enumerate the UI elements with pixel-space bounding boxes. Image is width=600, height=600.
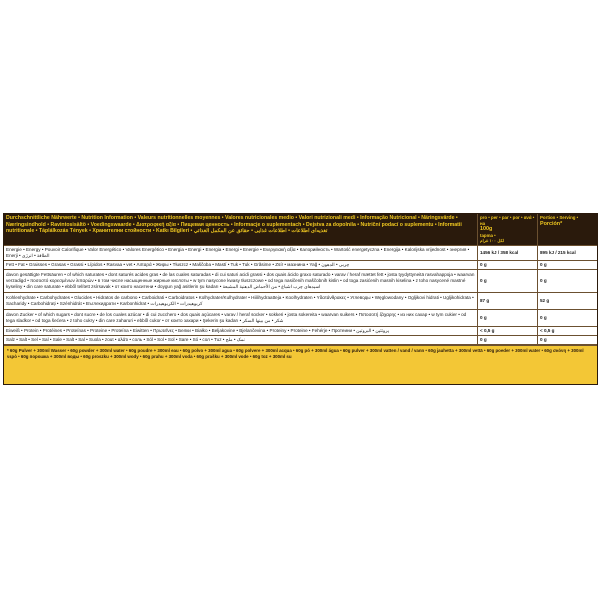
row-saturates <box>4 270 597 293</box>
header-col2-bottom: Porción* <box>540 220 563 227</box>
row-carbohydrates <box>4 293 597 310</box>
header-col1-lang: tapma • <box>480 232 496 238</box>
value-per-100g: < 0,5 g <box>478 327 538 335</box>
row-label: Eiweiß • Protein • Protéines • Proteínas • Proteine • Proteína • Eiwitten • Πρωτεΐνες • Белки • Białko • Beljakovine • Bjelančevina • Proteiny • Proteine • Fehérje • Протеини • پروتئین • البروتين <box>4 327 478 335</box>
value-per-100g: 0 g <box>478 336 538 344</box>
value-per-serving: 0 g <box>540 262 547 268</box>
row-protein <box>4 327 597 336</box>
serving-footnote <box>4 345 597 384</box>
footnote-text: * 60g Pulver + 300ml Wasser • 60g powder + 300ml water • 60g poudre + 300ml eau • 60g polvo + 300ml agua • 60g polvere + 300ml acqua • 60g pó + 300ml água • 60g pulver + 300ml vatten / vand / vann • 60g jauhetta + 300ml vettä • 60g poeder + 300ml water • 60g σκόνη + 300ml νερό • 60g порошка + 300ml воды • 60g proszku + 300ml wody • 60g prahu + 300ml voda • 60g prašku + 300ml vode • 60g toz + 300ml su <box>7 348 584 359</box>
header-col2-top: Portion • Serving • <box>540 215 579 220</box>
row-label: Energie • Energy • Pouvoir Calorifique • Valor Energético • Valores Energético • Energia • Energi • Energia • Energi • Energie • Ενεργειακή αξία • Калорийность • Wartość energetyczna • Energija • Kalorijska vrijednost • энергия • Enerji • الطاقة • انرژی <box>4 246 478 260</box>
header-label: Durchschnittliche Nährwerte • Nutrition Information • Valeurs nutritionnelles moyennes • Valores nutricionales medio • Valori nutrizionali medi • Informação Nutricional • Näringsvärde • Næringsindhold • Ravintosisältö • Voedingswaarde • Διατροφική αξία • Пищевая ценность • Informacje o suplementach • Dejstva za dopolnila • Nutriční podací o suplementu • Informatii nutritionale • Táplálkozás Tények • Хранителни стойности • Katkı Bilgileri • ‏تغذیه‌ای اطلاعات • ‏اطلاعات غذایی • حقائق عن المكمل الغذائي <box>4 214 478 245</box>
value-per-100g: 87 g <box>478 293 538 309</box>
header-per-100g <box>478 214 538 245</box>
row-fat <box>4 261 597 270</box>
nutrition-table <box>3 213 598 385</box>
value-per-100g: 1456 kJ / 358 kcal <box>478 246 538 260</box>
value-per-serving: < 0,5 g <box>540 328 555 334</box>
value-per-serving: 0 g <box>540 315 547 321</box>
row-energy <box>4 246 597 261</box>
row-label: davon gesättigte Fettsäuren • of which saturates • dont saturés acides gras • de las cuales saturadas • di cui saturi acidi grassi • dos quais ácido graxo saturado • varav / heraf mættet fett • josta tyydyttyneitä rasvahappoja • waarvan verzadigd • ποσοστό κορεσμένων λιπαρών • в том числе насыщенные жирные кислоты • w tym nasycone kwasy tłuszczowe • od tega nasičenih maščobnih kislin • od toga zasićenih masnih kiselina • z toho nasycené mastné kyseliny • din care saturate • ebből telített zsírsavak • от които наситени • doygun yağ asitlerin şu kadarı • اسیدهای چرب اشباع • من الأحماض الدهنية المشبعة <box>4 270 478 292</box>
row-label: davon Zucker • of which sugars • dont sucre • de los cuales azúcar • di cui zucchero • dos quais açúcares • varav / heraf socker • sokkeri • josta sokereita • waarvan suikers • Πιποσοτή ζάχαρης • из них сахар • w tym cukier • od tega sladkor • od toga šećera • z toho cukry • din care zaharuri • ebből cukor • от които захари • Şekerin şu kadarı • شکر • من بينها السكر <box>4 310 478 326</box>
value-per-100g: 0 g <box>478 261 538 269</box>
value-per-100g: 0 g <box>478 310 538 326</box>
row-label: Fett • Fat • Graisses • Grasas • Grassi • Lípidos • Rasvaa • vet • Λιπαρά • Жиры • Tłuszcz • Maščoba • Mastí • Tuk • Tuk • Grăsime • Zsír • мазнина • Yağ • چربی • الدهون <box>4 261 478 269</box>
header-per-serving <box>538 214 597 245</box>
row-salt <box>4 336 597 345</box>
value-per-serving: 0 g <box>540 278 547 284</box>
value-per-serving: 52 g <box>540 298 550 304</box>
footnote-background <box>7 359 594 381</box>
row-label: Kohlenhydrate • Carbohydrates • Glucides • Hidratos de carbono • Carboidrati • Carboidratos • Kolhydrater/Kulhydrater • Hiilihydraatteja • Koolhydraten • Υδατάνθρακες • Углеводы • Węglowodany • Ogljikovi hidrati • Ugljikohidrata • Sacharidy • Carbohidrați • Szénhidrát • Въглехидрати • Karbonhidrat • کربوهیدرات • الكربوهيدرات <box>4 293 478 309</box>
value-per-serving: 0 g <box>540 337 547 343</box>
table-header <box>4 214 597 246</box>
row-label: Salz • Salt • Sel • Sal • Sale • Salt • Sal • Suola • zout • αλάτι • соль • Sól • Sol • Sol • Sare • Só • сол • Tuz • نمک • ملح <box>4 336 478 344</box>
header-col1-arab: لكل ١٠٠ غرام <box>480 238 505 244</box>
row-sugars <box>4 310 597 327</box>
value-per-serving: 895 kJ / 215 kcal <box>540 250 576 256</box>
header-col1-amount: 100g <box>480 226 493 233</box>
header-col1-top: pro • per • par • por • ανά • на <box>480 215 535 226</box>
value-per-100g: 0 g <box>478 270 538 292</box>
